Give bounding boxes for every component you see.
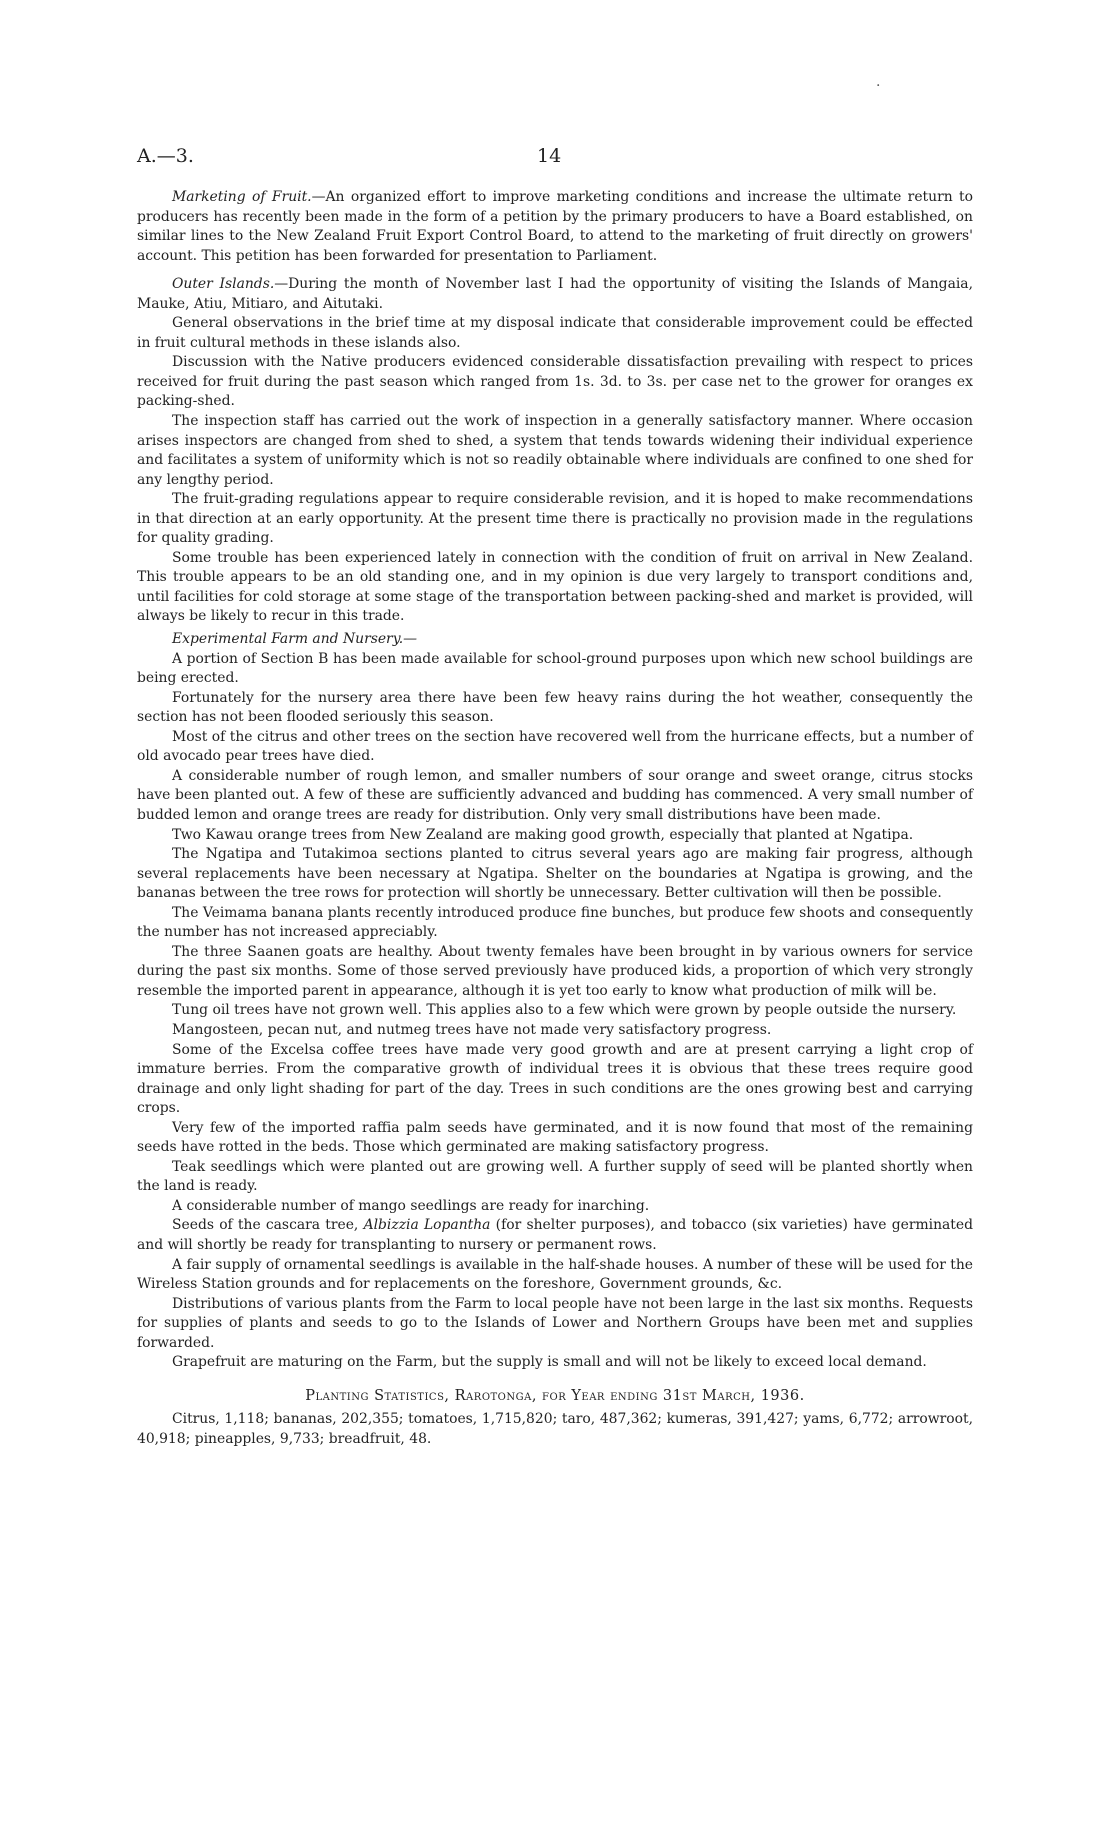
marketing-heading: Marketing of Fruit.	[172, 189, 312, 205]
body-paragraph: Some trouble has been experienced lately in connection with the condition of fruit on arrival in New Zealand. This trouble appears to be an old standing one, and in my opinion is due very largely to transport conditions and, until facilities for cold storage at some stage of the transportation between packing-shed and market is provided, will always be likely to recur in this trade.	[137, 549, 973, 625]
speck-mark: ·	[876, 78, 881, 94]
cascara-paragraph	[137, 1216, 973, 1255]
page-number: 14	[537, 145, 562, 167]
body-paragraph: Mangosteen, pecan nut, and nutmeg trees have not made very satisfactory progress.	[172, 1021, 772, 1038]
body-paragraph: Two Kawau orange trees from New Zealand are making good growth, especially that planted at Ngatipa.	[172, 826, 914, 843]
statistics-block	[137, 1410, 973, 1449]
body-paragraph: A fair supply of ornamental seedlings is available in the half-shade houses. A number of these will be used for the Wireless Station grounds and for replacements on the foreshore, Government grounds, &c.	[137, 1256, 974, 1293]
body-paragraph: Most of the citrus and other trees on the section have recovered well from the hurricane effects, but a number of old avocado pear trees have died.	[137, 728, 973, 765]
cascara-text-after: (for shelter purposes), and tobacco (six varieties) have germinated and will shortly be ready for transplanting to nursery or permanent rows.	[137, 1217, 973, 1253]
body-paragraph: The three Saanen goats are healthy. About twenty females have been brought in by various owners for service during the past six months. Some of those served previously have produced kids, a proportion of which very strongly resemble the imported parent in appearance, although it is yet too early to know what production of milk will be.	[137, 943, 973, 999]
body-paragraph: The inspection staff has carried out the work of inspection in a generally satisfactory manner. Where occasion arises inspectors are changed from shed to shed, a system that tends towards widening their individual experience and facilitates a system of uniformity which is not so readily obtainable where individuals are confined to one shed for any lengthy period.	[137, 413, 973, 488]
body-paragraph: The Ngatipa and Tutakimoa sections planted to citrus several years ago are making fair progress, although several replacements have been necessary at Ngatipa. Shelter on the boundaries at Ngatipa is growing, and the bananas between the tree rows for protection will shortly be unnecessary. Better cultivation will then be possible.	[137, 846, 973, 902]
body-paragraph: A considerable number of rough lemon, and smaller numbers of sour orange and sweet orange, citrus stocks have been planted out. A few of these are sufficiently advanced and budding has commenced. A very small number of budded lemon and orange trees are ready for distribution. Only very small distributions have been made.	[137, 767, 973, 823]
statistics-title: Planting Statistics, Rarotonga, for Year ending 31st March, 1936.	[305, 1387, 805, 1404]
body-paragraph: Distributions of various plants from the Farm to local people have not been large in the last six months. Requests for supplies of plants and seeds to go to the Islands of Lower and Northern Groups have been met and supplies forwarded.	[137, 1295, 973, 1351]
marketing-text: —An organized effort to improve marketing conditions and increase the ultimate return to producers has recently been made in the form of a petition by the primary producers to have a Board established, on similar lines to the New Zealand Fruit Export Control Board, to attend to the marketing of fruit directly on growers' account. This petition has been forwarded for presentation to Parliament.	[137, 189, 973, 264]
body-paragraph: Teak seedlings which were planted out are growing well. A further supply of seed will be planted shortly when the land is ready.	[137, 1158, 973, 1195]
body-paragraph: Very few of the imported raffia palm seeds have germinated, and it is now found that most of the remaining seeds have rotted in the beds. Those which germinated are making satisfactory progress.	[137, 1119, 973, 1156]
body-paragraph: The Veimama banana plants recently introduced produce fine bunches, but produce few shoots and consequently the number has not increased appreciably.	[137, 904, 973, 941]
page-body	[137, 188, 973, 1449]
outer-islands-text: —During the month of November last I had the opportunity of visiting the Islands of Mangaia, Mauke, Atiu, Mitiaro, and Aitutaki.	[137, 276, 973, 312]
experimental-heading: Experimental Farm and Nursery.—	[172, 631, 418, 648]
body-paragraph: The fruit-grading regulations appear to require considerable revision, and it is hoped to make recommendations in that direction at an early opportunity. At the present time there is practically no provision made in the regulations for quality grading.	[137, 491, 973, 547]
body-paragraph: General observations in the brief time at my disposal indicate that considerable improvement could be effected in fruit cultural methods in these islands also.	[137, 315, 973, 351]
page-header	[137, 145, 977, 175]
body-paragraph: Grapefruit are maturing on the Farm, but the supply is small and will not be likely to exceed local demand.	[172, 1354, 927, 1371]
body-paragraph: Some of the Excelsa coffee trees have made very good growth and are at present carrying a light crop of immature berries. From the comparative growth of individual trees it is obvious that these trees require good drainage and only light shading for part of the day. Trees in such conditions are the ones growing best and carrying crops.	[137, 1041, 973, 1117]
marketing-paragraph	[137, 188, 973, 266]
body-paragraph: A considerable number of mango seedlings are ready for inarching.	[172, 1197, 650, 1214]
cascara-text-before: Seeds of the cascara tree,	[172, 1217, 364, 1234]
body-paragraph: A portion of Section B has been made available for school-ground purposes upon which new school buildings are being erected.	[137, 650, 973, 687]
report-reference: A.—3.	[137, 145, 194, 167]
statistics-text: Citrus, 1,118; bananas, 202,355; tomatoes, 1,715,820; taro, 487,362; kumeras, 391,427; yams, 6,772; arrowroot, 40,918; pineapples, 9,733; breadfruit, 48.	[137, 1411, 973, 1447]
outer-islands-heading: Outer Islands.	[172, 276, 275, 293]
species-name: Albizzia Lopantha	[363, 1217, 491, 1234]
outer-islands-paragraph	[137, 275, 973, 314]
experimental-heading-line	[137, 630, 973, 650]
body-paragraph: Tung oil trees have not grown well. This applies also to a few which were grown by people outside the nursery.	[172, 1002, 957, 1019]
body-paragraph: Discussion with the Native producers evidenced considerable dissatisfaction prevailing with respect to prices received for fruit during the past season which ranged from 1s. 3d. to 3s. per case net to the grower for oranges ex packing-shed.	[137, 354, 973, 410]
body-paragraph: Fortunately for the nursery area there have been few heavy rains during the hot weather, consequently the section has not been flooded seriously this season.	[137, 689, 973, 726]
